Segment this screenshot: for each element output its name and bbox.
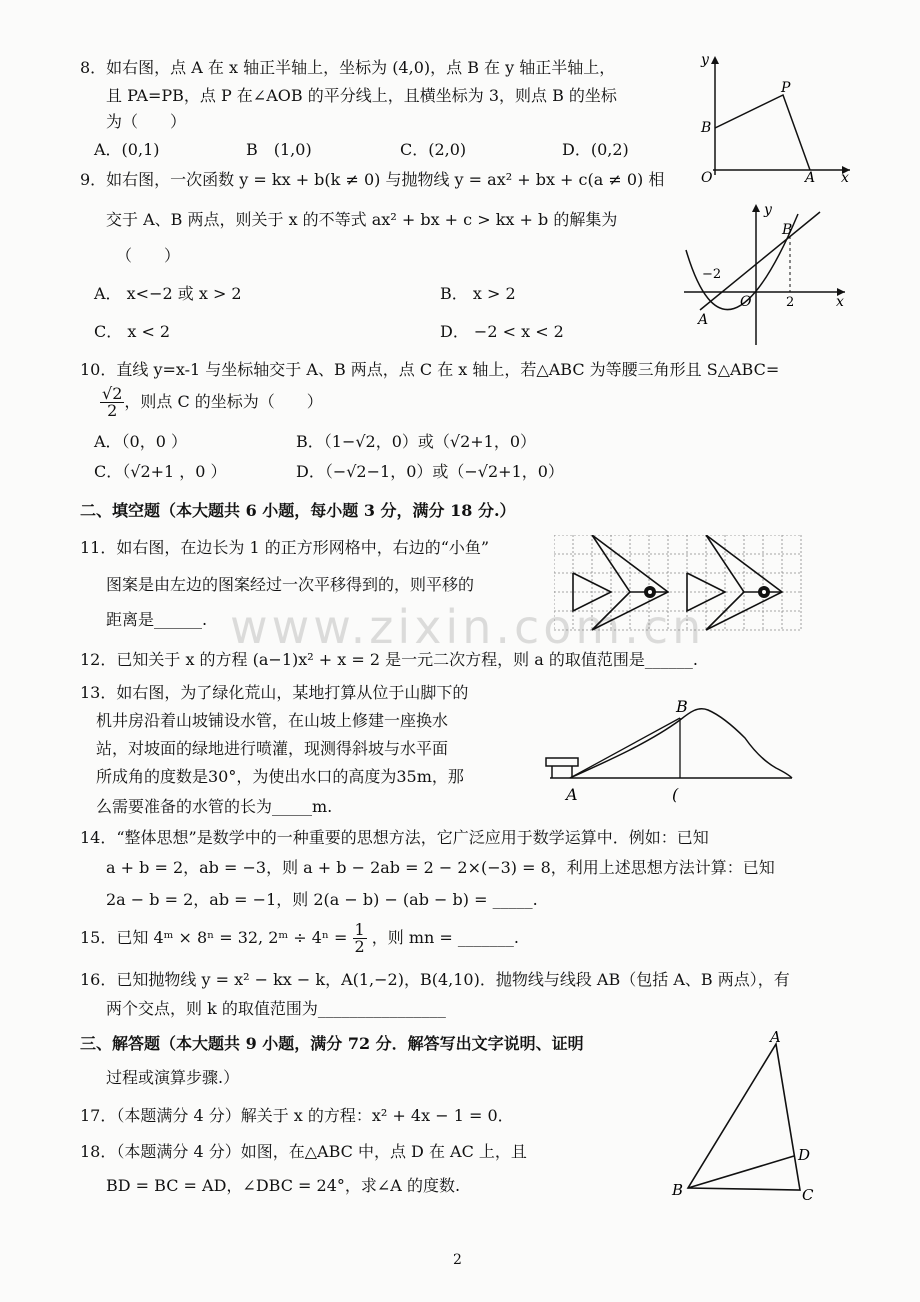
q8-option-d: D．(0,2) <box>562 140 629 159</box>
page-number: 2 <box>453 1252 462 1268</box>
q9-option-c: C． x < 2 <box>94 322 171 341</box>
q18-fig-b-label: B <box>672 1181 684 1199</box>
q8-figure <box>695 50 855 185</box>
q13-line-2: 机井房沿着山坡铺设水管，在山坡上修建一座换水 <box>96 711 449 730</box>
q8-option-b: B (1,0) <box>246 140 312 159</box>
section-3-line-1: 三、解答题（本大题共 9 小题，满分 72 分．解答写出文字说明、证明 <box>80 1034 584 1053</box>
q9-line-1: 9．如右图，一次函数 y = kx + b(k ≠ 0) 与抛物线 y = ax² + bx + c(a ≠ 0) 相 <box>80 170 665 189</box>
q8-fig-x-label: x <box>841 170 849 185</box>
q18-line-2: BD = BC = AD，∠DBC = 24°，求∠A 的度数. <box>106 1176 461 1195</box>
q15-fraction <box>353 922 367 955</box>
q16-line-1: 16．已知抛物线 y = x² − kx − k，A(1,−2)，B(4,10)．抛物线与线段 AB（包括 A、B 两点），有 <box>80 970 790 989</box>
q15-frac-den: 2 <box>354 937 365 956</box>
q10-line-2-text: ，则点 C 的坐标为（ ） <box>124 392 323 411</box>
q13-line-1: 13．如右图，为了绿化荒山，某地打算从位于山脚下的 <box>80 683 469 702</box>
q8-fig-b-label: B <box>701 120 712 136</box>
section-2-heading: 二、填空题（本大题共 6 小题，每小题 3 分，满分 18 分.） <box>80 501 516 520</box>
q11-line-3: 距离是______. <box>106 610 208 629</box>
q18-fig-d-label: D <box>798 1146 811 1164</box>
q13-fig-a-label: A <box>566 785 578 804</box>
q9-fig-neg2-label: −2 <box>702 267 722 282</box>
q11-line-2: 图案是由左边的图案经过一次平移得到的，则平移的 <box>106 575 475 594</box>
q10-option-b: B．（1−√2，0）或（√2+1，0） <box>296 432 537 451</box>
q10-line-2 <box>100 386 323 419</box>
q15-text <box>80 922 519 955</box>
q9-fig-x-label: x <box>836 294 844 310</box>
q13-hill-figure <box>540 690 810 808</box>
q9-fig-y-label: y <box>764 202 772 218</box>
q9-line-2: 交于 A、B 两点，则关于 x 的不等式 ax² + bx + c > kx + b 的解集为 <box>106 210 618 229</box>
q15-frac-num: 1 <box>354 920 365 939</box>
q9-figure <box>680 200 850 350</box>
q15-suffix: ，则 mn = _______. <box>371 928 520 947</box>
q17-text: 17．（本题满分 4 分）解关于 x 的方程：x² + 4x − 1 = 0． <box>80 1106 514 1125</box>
q8-fig-a-label: A <box>805 170 816 185</box>
q12-text: 12．已知关于 x 的方程 (a−1)x² + x = 2 是一元二次方程，则 a 的取值范围是______. <box>80 650 698 669</box>
section-3-heading <box>80 1034 584 1054</box>
q18-line-1: 18．（本题满分 4 分）如图，在△ABC 中，点 D 在 AC 上，且 <box>80 1142 527 1161</box>
q8-line-3: 为（ ） <box>106 112 187 131</box>
q13-line-3: 站，对坡面的绿地进行喷灌，现测得斜坡与水平面 <box>96 739 449 758</box>
q13-fig-c-label: ( <box>672 785 679 804</box>
q13-fig-b-label: B <box>676 697 688 716</box>
q10-option-a: A．（0，0 ） <box>94 432 188 451</box>
q18-triangle-figure <box>668 1030 828 1205</box>
q14-line-2: a + b = 2，ab = −3，则 a + b − 2ab = 2 − 2×(−3) = 8，利用上述思想方法计算：已知 <box>106 858 775 877</box>
q10-frac-den: 2 <box>107 401 118 420</box>
q8-fig-o-label: O <box>701 170 713 185</box>
q14-line-1: 14．“整体思想”是数学中的一种重要的思想方法，它广泛应用于数学运算中．例如：已知 <box>80 828 709 847</box>
q9-fig-a-label: A <box>698 312 709 328</box>
q9-option-b: B． x > 2 <box>440 284 516 303</box>
q10-fraction <box>100 386 124 419</box>
q8-line-2: 且 PA=PB，点 P 在∠AOB 的平分线上，且横坐标为 3，则点 B 的坐标 <box>106 86 617 105</box>
q9-line-3: （ ） <box>116 246 181 265</box>
q15-prefix: 15．已知 4ᵐ × 8ⁿ = 32, 2ᵐ ÷ 4ⁿ = <box>80 928 348 947</box>
q18-fig-a-label: A <box>770 1030 781 1046</box>
q13-line-5: 么需要准备的水管的长为_____m. <box>96 797 333 816</box>
q14-line-3: 2a − b = 2，ab = −1，则 2(a − b) − (ab − b) = _____. <box>106 890 538 909</box>
q10-frac-num: √2 <box>102 384 123 403</box>
q8-line-1: 8．如右图，点 A 在 x 轴正半轴上，坐标为 (4,0)，点 B 在 y 轴正半轴上， <box>80 58 616 77</box>
q9-option-a: A． x<−2 或 x > 2 <box>94 284 242 303</box>
watermark: www.zixin.com.cn <box>230 600 706 654</box>
q8-fig-p-label: P <box>781 80 791 96</box>
q11-fish-grid-figure <box>554 535 804 635</box>
q8-fig-y-label: y <box>701 52 709 68</box>
q10-line-1: 10．直线 y=x-1 与坐标轴交于 A、B 两点，点 C 在 x 轴上，若△ABC 为等腰三角形且 S△ABC= <box>80 360 780 379</box>
q10-option-c: C．（√2+1 ，0 ） <box>94 462 227 481</box>
q9-fig-b-label: B <box>782 222 793 238</box>
q18-fig-c-label: C <box>802 1186 814 1204</box>
q13-line-4: 所成角的度数是30°，为使出水口的高度为35m，那 <box>96 767 464 786</box>
q11-line-1: 11．如右图，在边长为 1 的正方形网格中，右边的“小鱼” <box>80 538 490 557</box>
q9-option-d: D． −2 < x < 2 <box>440 322 564 341</box>
q16-line-2: 两个交点，则 k 的取值范围为________________ <box>106 999 446 1018</box>
q9-fig-o-label: O <box>740 294 752 310</box>
q9-fig-2-label: 2 <box>786 295 795 310</box>
q8-option-c: C．(2,0) <box>400 140 467 159</box>
q10-option-d: D．（−√2−1，0）或（−√2+1，0） <box>296 462 564 481</box>
q8-option-a: A．(0,1) <box>94 140 160 159</box>
section-3-line-2: 过程或演算步骤.） <box>106 1068 240 1087</box>
